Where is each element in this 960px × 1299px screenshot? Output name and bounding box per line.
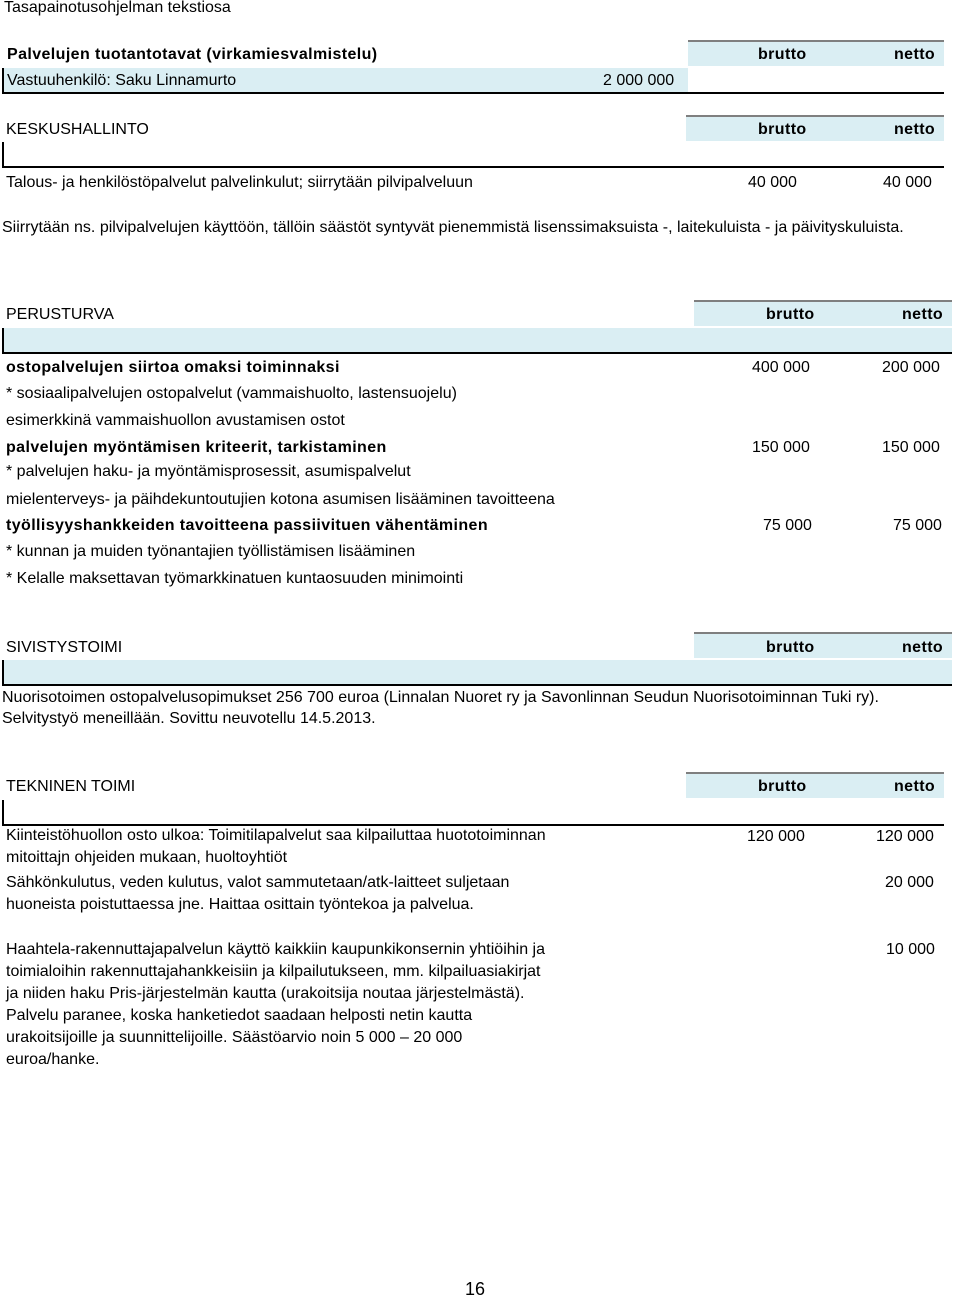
perusturva-item2-brutto: 150 000 [752, 439, 810, 456]
perusturva-item3-line1: * kunnan ja muiden työnantajien työllistämisen lisääminen [6, 543, 416, 560]
perusturva-item3-netto: 75 000 [893, 517, 942, 534]
perusturva-col-netto: netto [902, 306, 944, 323]
section1-left-rule [2, 68, 4, 94]
tekninen-item2-netto: 20 000 [885, 874, 934, 891]
keskushallinto-item-text: Talous- ja henkilöstöpalvelut palvelinkulut; siirrytään pilvipalveluun [6, 174, 473, 191]
keskushallinto-title: KESKUSHALLINTO [6, 121, 149, 138]
keskushallinto-note: Siirrytään ns. pilvipalvelujen käyttöön, tällöin säästöt syntyvät pienemmistä lisenssimaksuista -, laitekuluista - ja päivityskuluista. [2, 219, 904, 236]
section1-title: Palvelujen tuotantotavat (virkamiesvalmistelu) [7, 46, 378, 63]
perusturva-item3-title: työllisyyshankkeiden tavoitteena passiivituen vähentäminen [6, 517, 489, 534]
perusturva-item1-line1: * sosiaalipalvelujen ostopalvelut (vammaishuolto, lastensuojelu) [6, 385, 457, 402]
sivistystoimi-left-rule [2, 660, 4, 686]
perusturva-item2-title: palvelujen myöntämisen kriteerit, tarkistaminen [6, 439, 387, 456]
tekninen-item1-netto: 120 000 [876, 828, 934, 845]
perusturva-item1-title: ostopalvelujen siirtoa omaksi toiminnaksi [6, 359, 340, 376]
perusturva-item1-netto: 200 000 [882, 359, 940, 376]
section1-responsible: Vastuuhenkilö: Saku Linnamurto [7, 72, 237, 89]
tekninen-item1-brutto: 120 000 [747, 828, 805, 845]
keskushallinto-col-brutto: brutto [758, 121, 807, 138]
keskushallinto-item-brutto: 40 000 [748, 174, 797, 191]
perusturva-item2-line1: * palvelujen haku- ja myöntämisprosessit, asumispalvelut [6, 463, 411, 480]
perusturva-item3-brutto: 75 000 [763, 517, 812, 534]
tekninen-title: TEKNINEN TOIMI [6, 778, 136, 795]
perusturva-col-brutto: brutto [766, 306, 815, 323]
perusturva-item1-line2: esimerkkinä vammaishuollon avustamisen ostot [6, 412, 345, 429]
perusturva-left-rule [2, 328, 4, 354]
perusturva-bottom-rule [2, 352, 952, 354]
tekninen-col-netto: netto [894, 778, 936, 795]
sivistystoimi-subheader-band [2, 660, 952, 684]
perusturva-title: PERUSTURVA [6, 306, 114, 323]
tekninen-left-rule [2, 800, 4, 826]
tekninen-item2-text: Sähkönkulutus, veden kulutus, valot sammutetaan/atk-laitteet suljetaan huoneista poistuttaessa jne. Haittaa osittain työntekoa ja palvelua. [6, 874, 510, 913]
section1-total: 2 000 000 [603, 72, 675, 89]
sivistystoimi-title: SIVISTYSTOIMI [6, 639, 123, 656]
perusturva-item1-brutto: 400 000 [752, 359, 810, 376]
tekninen-item3-netto: 10 000 [886, 941, 935, 958]
section1-bottom-rule [2, 92, 944, 94]
keskushallinto-col-netto: netto [894, 121, 936, 138]
keskushallinto-left-rule [2, 142, 4, 168]
section1-col-brutto: brutto [758, 46, 807, 63]
keskushallinto-bottom-rule [2, 166, 944, 168]
section1-col-netto: netto [894, 46, 936, 63]
perusturva-item2-line2: mielenterveys- ja päihdekuntoutujien kotona asumisen lisääminen tavoitteena [6, 491, 555, 508]
tekninen-col-brutto: brutto [758, 778, 807, 795]
perusturva-item2-netto: 150 000 [882, 439, 940, 456]
perusturva-item3-line2: * Kelalle maksettavan työmarkkinatuen kuntaosuuden minimointi [6, 570, 464, 587]
tekninen-item3-text: Haahtela-rakennuttajapalvelun käyttö kaikkiin kaupunkikonsernin yhtiöihin ja toimialoihin rakennuttajahankkeisiin ja kilpailutukseen, mm. kilpailuasiakirjat ja niiden haku Pris-järjestelmän kautta (urakoitsija noutaa järjestelmästä). Palvelu paranee, koska hanketiedot saadaan helposti netin kautta urakoitsijoille ja suunnittelijoille. Säästöarvio noin 5 000 – 20 000 euroa/hanke. [6, 941, 545, 1068]
page-number: 16 [465, 1279, 486, 1299]
sivistystoimi-col-netto: netto [902, 639, 944, 656]
sivistystoimi-bottom-rule [2, 684, 952, 686]
sivistystoimi-text: Nuorisotoimen ostopalvelusopimukset 256 700 euroa (Linnalan Nuoret ry ja Savonlinnan Seudun Nuorisotoiminnan Tuki ry). Selvitystyö meneillään. Sovittu neuvotellu 14.5.2013. [2, 689, 879, 727]
perusturva-subheader-band [2, 328, 952, 352]
keskushallinto-item-netto: 40 000 [883, 174, 932, 191]
tekninen-item1-text: Kiinteistöhuollon osto ulkoa: Toimitilapalvelut saa kilpailuttaa huototoiminnan mitoittajn ohjeiden mukaan, huoltoyhtiöt [6, 827, 546, 866]
document-header-title: Tasapainotusohjelman tekstiosa [4, 0, 231, 16]
sivistystoimi-col-brutto: brutto [766, 639, 815, 656]
